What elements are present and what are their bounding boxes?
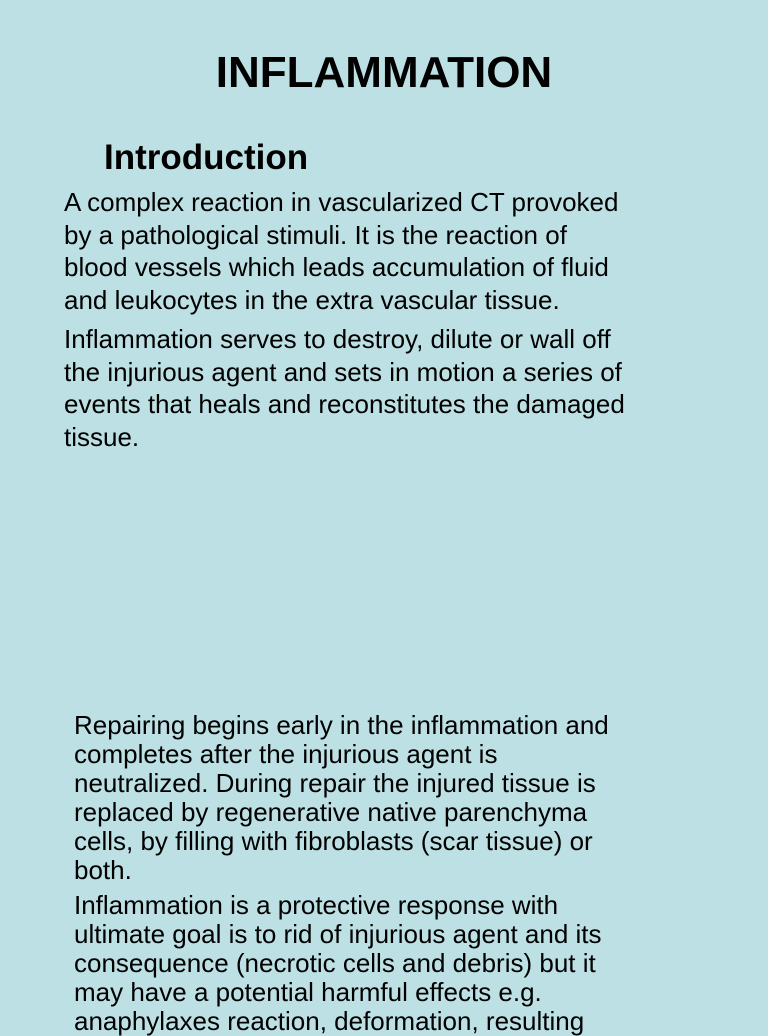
slide-title: INFLAMMATION (215, 48, 553, 97)
purpose-paragraph: Inflammation serves to destroy, dilute or wall off the injurious agent and sets in motion a series of events that heals and reconstitutes the damaged tissue. (64, 324, 625, 453)
section-heading: Introduction (104, 138, 309, 177)
intro-paragraph: A complex reaction in vascularized CT provoked by a pathological stimuli. It is the reaction of blood vessels which leads accumulation of fluid and leukocytes in the extra vascular tissue. (64, 187, 619, 316)
protective-response-paragraph: Inflammation is a protective response with ultimate goal is to rid of injurious agent and its consequence (necrotic cells and debris) but it may have a potential harmful effects e.g. anaphylaxes reaction, deformation, resulting (74, 890, 602, 1036)
repair-paragraph: Repairing begins early in the inflammation and completes after the injurious agent is neutralized. During repair the injured tissue is replaced by regenerative native parenchyma cells, by filling with fibroblasts (scar tissue) or both. (74, 710, 609, 885)
